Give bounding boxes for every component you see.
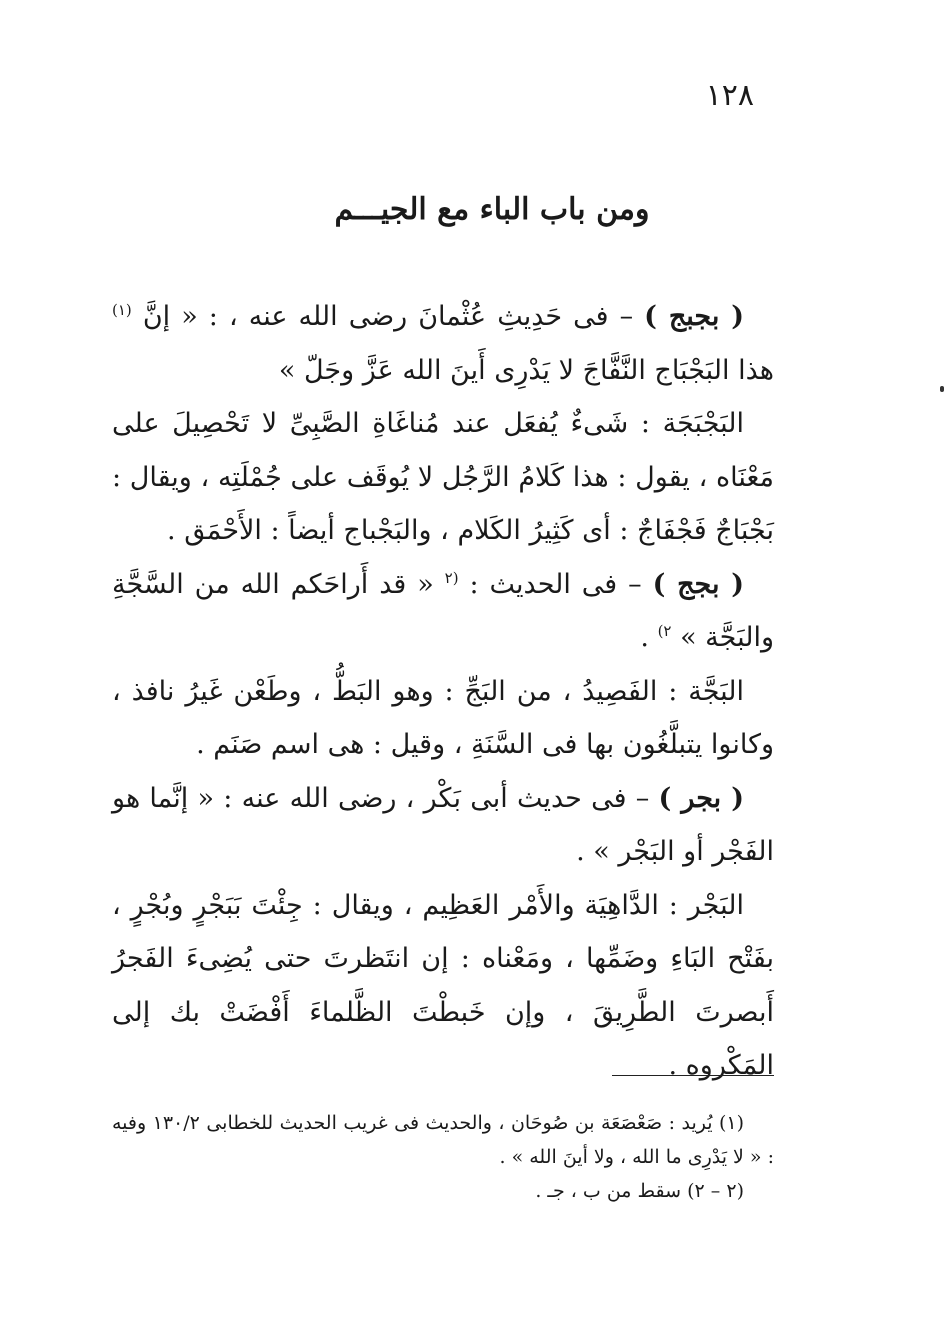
entry-text: – فى حَدِيثِ عُثْمانَ رضى الله عنه ، : « إنَّ [142, 301, 645, 332]
headword: ( بجج ) [652, 568, 744, 600]
footnote-marker: (١) [112, 301, 132, 319]
entry-text: هذا البَجْبَاج النَّفَّاجَ لا يَدْرِى أَينَ الله عَزَّ وجَلّ » [278, 354, 774, 386]
footnote-divider [612, 1075, 774, 1076]
footnote: (١) يُريد : صَعْصَعَة بن صُوحَان ، والحديث فى غريب الحديث للخطابى ١٣٠/٢ وفيه : « لا يَدْرِى ما الله ، ولا أينَ الله » . [112, 1112, 774, 1168]
page-number: ١٢٨ [705, 78, 754, 113]
entry-bjbj [112, 290, 774, 397]
entry-text: – فى الحديث : [469, 568, 653, 600]
entry-bjj-explanation: البَجَّة : الفَصِيدُ ، من البَجِّ : وهو البَطُّ ، وطَعْن غَيرُ نافذ ، وكانوا يتبلَّغُون بها فى السَّنَةِ ، وقيل : هى اسم صَنَم . [112, 675, 774, 760]
body-text [112, 290, 774, 1093]
scan-edge-mark [940, 386, 944, 392]
entry-text: « قد أَراحَكم الله من السَّجَّةِ والبَجَّة » [112, 568, 774, 653]
entry-bjbj-explanation: البَجْبَجَة : شَىءٌ يُفعَل عند مُناغَاةِ الصَّبِىِّ لا تَحْصِيلَ على مَعْنَاه ، يقول : هذا كَلامُ الرَّجُل لا يُوقَف على جُمْلَتِه ، ويقال : بَجْبَاجٌ فَجْفَاجٌ : أى كَثِيرُ الكَلام ، والبَجْباج أيضاً : الأَحْمَق . [112, 408, 774, 546]
footnote-marker: (٢ [444, 568, 459, 587]
entry-text: . [640, 622, 658, 653]
headword: ( بجبج ) [644, 301, 744, 332]
footnote: (٢ – ٢) سقط من ب ، جـ . [535, 1180, 744, 1202]
entry-bjr-explanation: البَجْر : الدَّاهِيَة والأَمْر العَظِيم ، ويقال : جِئْتَ بَبَجْرٍ وبُجْرٍ ، بفَتْح البَاءِ وضَمِّها ، ومَعْناه : إن انتَظرتَ حتى يُضِىءَ الفَجرُ أَبصرتَ الطَّرِيقَ ، وإن خَبطْتَ الظَّلماءَ أَفْضَتْ بك إلى المَكْروه . [112, 889, 774, 1081]
footnote-marker: ٢) [657, 622, 672, 640]
entry-bjj [112, 558, 774, 665]
footnotes [112, 1106, 774, 1208]
headword: ( بجر ) [658, 782, 744, 814]
entry-bjr [112, 772, 774, 879]
entry-text: – فى حديث أبى بَكْر ، رضى الله عنه : « إنَّما هو الفَجْر أو البَجْر » . [112, 782, 774, 867]
section-heading: ومن باب الباء مع الجيـــم [334, 192, 650, 227]
